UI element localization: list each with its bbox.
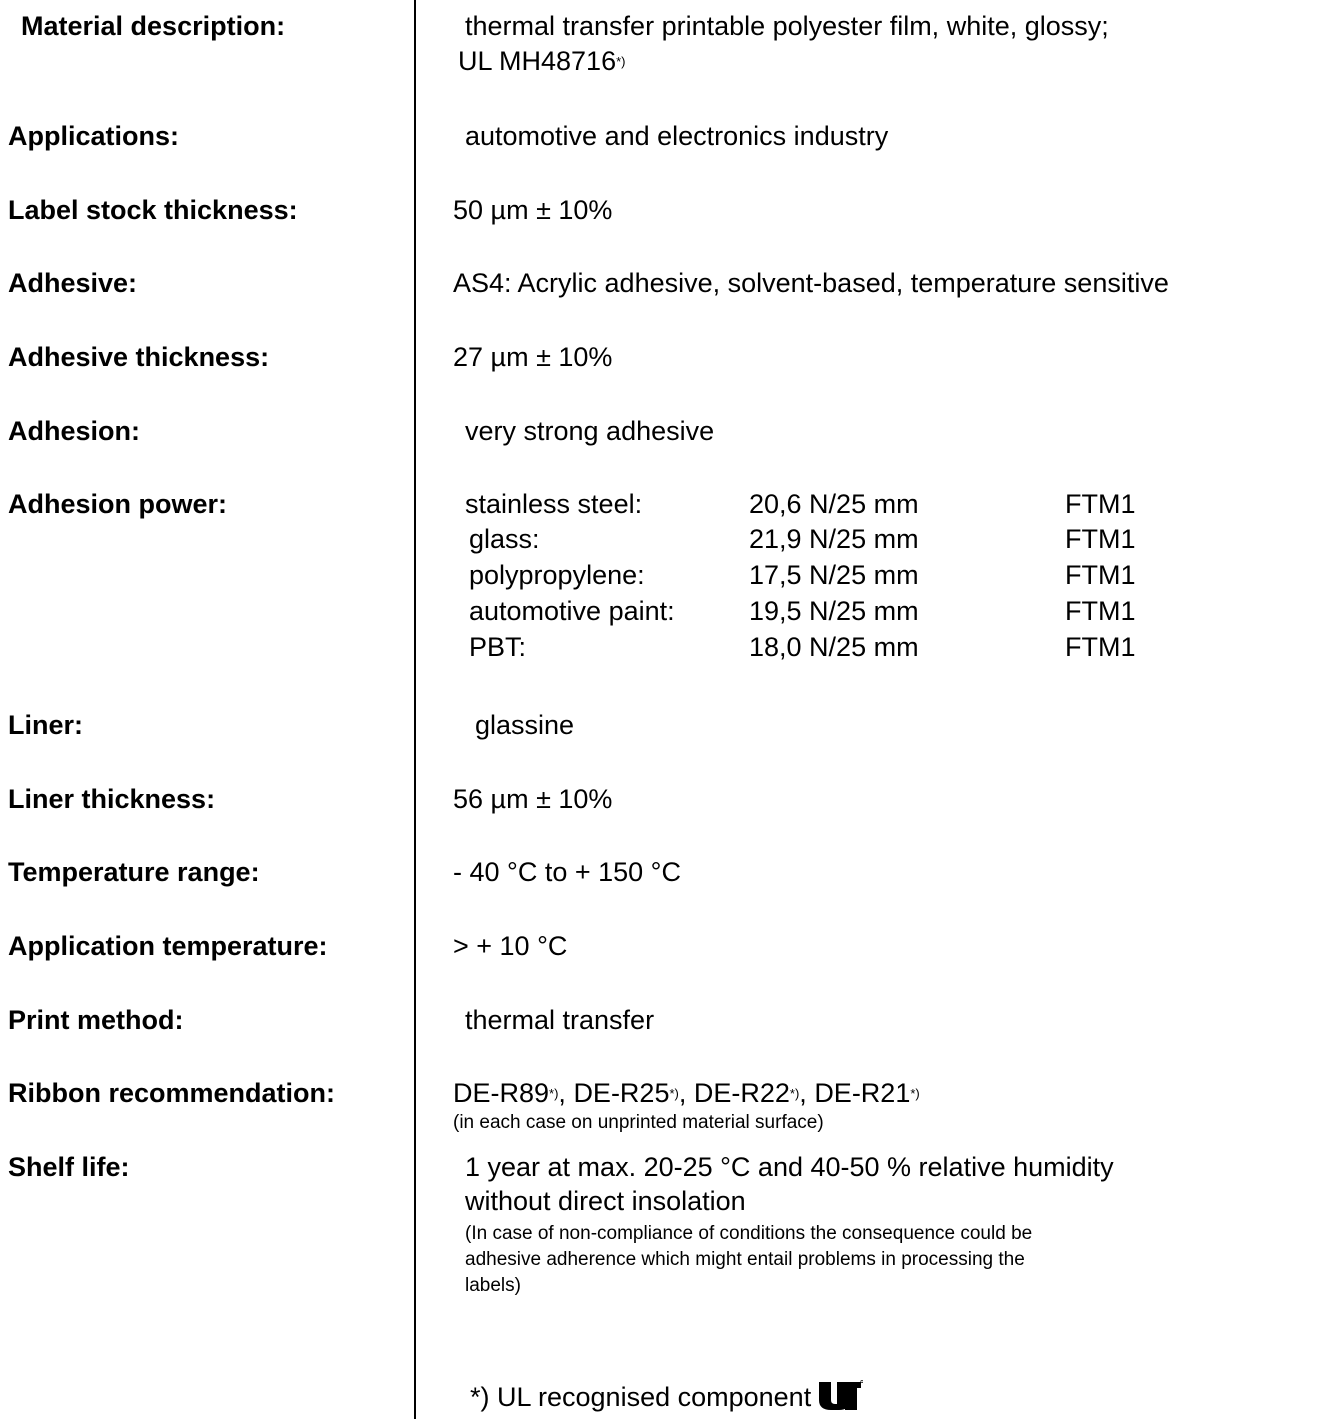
footnote-mark: *)	[910, 1086, 920, 1101]
ribbon-item: DE-R22	[693, 1078, 790, 1108]
value-material-description-line2	[458, 45, 625, 77]
adhesion-surface: automotive paint:	[469, 596, 675, 626]
footnote-mark: *)	[616, 54, 626, 69]
adhesion-method: FTM1	[1065, 489, 1136, 519]
footnote-mark: *)	[669, 1086, 679, 1101]
value-print-method: thermal transfer	[465, 1005, 655, 1035]
label-applications: Applications:	[8, 121, 180, 151]
label-liner-thickness: Liner thickness:	[8, 784, 216, 814]
label-material-description: Material description:	[21, 11, 286, 41]
shelf-life-note-line3: labels)	[465, 1275, 521, 1296]
value-shelf-life-line2: without direct insolation	[465, 1186, 746, 1216]
label-liner: Liner:	[8, 710, 84, 740]
label-shelf-life: Shelf life:	[8, 1152, 130, 1182]
shelf-life-note-line1: (In case of non-compliance of conditions the consequence could be	[465, 1223, 1033, 1244]
adhesion-value: 17,5 N/25 mm	[749, 560, 919, 590]
label-adhesion: Adhesion:	[8, 416, 140, 446]
value-adhesion: very strong adhesive	[465, 416, 715, 446]
adhesion-value: 21,9 N/25 mm	[749, 524, 919, 554]
value-ribbon-recommendation: DE-R89*), DE-R25*), DE-R22*), DE-R21*)	[453, 1078, 920, 1108]
column-divider	[414, 0, 416, 1419]
label-ribbon-recommendation: Ribbon recommendation:	[8, 1078, 336, 1108]
value-applications: automotive and electronics industry	[465, 121, 889, 151]
label-print-method: Print method:	[8, 1005, 184, 1035]
adhesion-surface: glass:	[469, 524, 540, 554]
adhesion-method: FTM1	[1065, 632, 1136, 662]
footnote-mark: *)	[789, 1086, 800, 1101]
adhesion-value: 18,0 N/25 mm	[749, 632, 919, 662]
adhesion-method: FTM1	[1065, 560, 1136, 590]
ribbon-item: DE-R21	[814, 1078, 911, 1108]
value-liner-thickness: 56 µm ± 10%	[453, 784, 613, 814]
label-adhesive: Adhesive:	[8, 268, 138, 298]
label-temperature-range: Temperature range:	[8, 857, 260, 887]
footnote-mark: *)	[549, 1086, 559, 1101]
ribbon-item: DE-R25	[573, 1078, 670, 1108]
adhesion-value: 20,6 N/25 mm	[749, 489, 919, 519]
ul-footnote	[470, 1380, 863, 1419]
value-adhesive: AS4: Acrylic adhesive, solvent-based, temperature sensitive	[453, 268, 1169, 298]
label-label-stock-thickness: Label stock thickness:	[8, 195, 298, 225]
ul-footnote-text: *) UL recognised component	[470, 1382, 812, 1412]
value-application-temperature: > + 10 °C	[453, 931, 568, 961]
label-adhesion-power: Adhesion power:	[8, 489, 228, 519]
adhesion-method: FTM1	[1065, 524, 1136, 554]
value-label-stock-thickness: 50 µm ± 10%	[453, 195, 613, 225]
label-application-temperature: Application temperature:	[8, 931, 328, 961]
shelf-life-note-line2: adhesive adherence which might entail problems in processing the	[465, 1249, 1025, 1270]
ribbon-item: DE-R89	[453, 1078, 550, 1108]
adhesion-value: 19,5 N/25 mm	[749, 596, 919, 626]
value-liner: glassine	[475, 710, 575, 740]
adhesion-surface: polypropylene:	[469, 560, 645, 590]
adhesion-surface: PBT:	[469, 632, 527, 662]
label-adhesive-thickness: Adhesive thickness:	[8, 342, 270, 372]
ul-recognised-component-icon	[817, 1380, 863, 1419]
ribbon-note: (in each case on unprinted material surface)	[453, 1112, 824, 1133]
adhesion-method: FTM1	[1065, 596, 1136, 626]
value-shelf-life-line1: 1 year at max. 20-25 °C and 40-50 % relative humidity	[465, 1152, 1114, 1182]
ul-number: UL MH48716	[458, 46, 617, 76]
value-adhesive-thickness: 27 µm ± 10%	[453, 342, 613, 372]
adhesion-surface: stainless steel:	[465, 489, 643, 519]
value-material-description-line1: thermal transfer printable polyester film, white, glossy;	[465, 11, 1109, 41]
value-temperature-range: - 40 °C to + 150 °C	[453, 857, 681, 887]
